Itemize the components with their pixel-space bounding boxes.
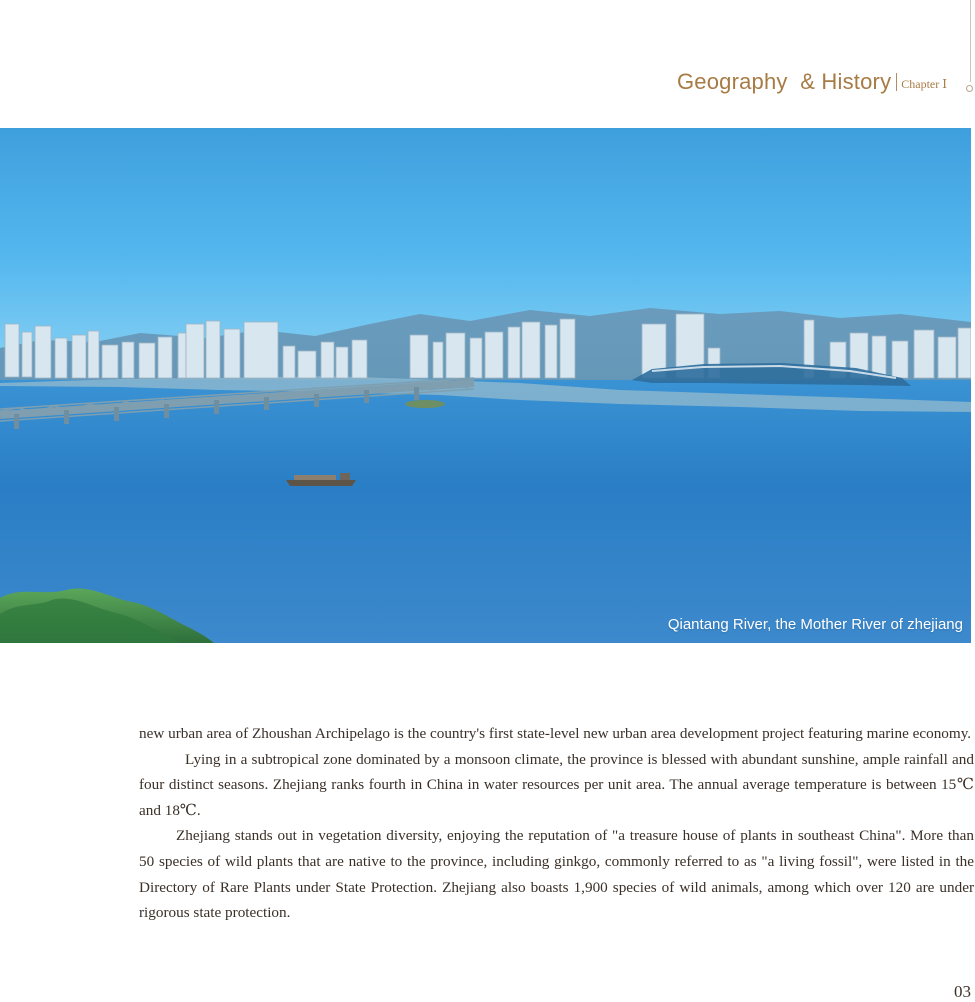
paragraph-1: new urban area of Zhoushan Archipelago is the country's first state-level new urban area development project featuring marine economy.: [139, 725, 972, 742]
chapter-label: Chapter Ⅰ: [901, 77, 947, 91]
chapter-header: [677, 68, 947, 96]
river-water: [0, 380, 971, 643]
small-island: [405, 400, 445, 408]
page-number: 03: [954, 982, 971, 1001]
photo-caption: Qiantang River, the Mother River of zhejiang: [667, 616, 963, 633]
body-text: [139, 721, 974, 926]
paragraph-3: Zhejiang stands out in vegetation diversity, enjoying the reputation of "a treasure house of plants in southeast China". More than 50 species of wild plants that are native to the province, including ginkgo, commonly referred to as "a living fossil", were listed in the Directory of Rare Plants under State Protection. Zhejiang also boasts 1,900 species of wild animals, among which over 120 are under rigorous state protection.: [139, 827, 974, 922]
header-divider: [896, 73, 897, 91]
qiantang-river-photo: [0, 128, 971, 643]
right-edge-rule: [970, 0, 971, 82]
paragraph-2: Lying in a subtropical zone dominated by a monsoon climate, the province is blessed with abundant sunshine, ample rainfall and four distinct seasons. Zhejiang ranks fourth in China in water resources per unit area. The annual average temperature is between 15℃ and 18℃.: [139, 750, 974, 819]
river-illustration: [0, 128, 971, 643]
section-title: Geography & History: [676, 69, 892, 94]
circle-icon: [966, 85, 973, 92]
